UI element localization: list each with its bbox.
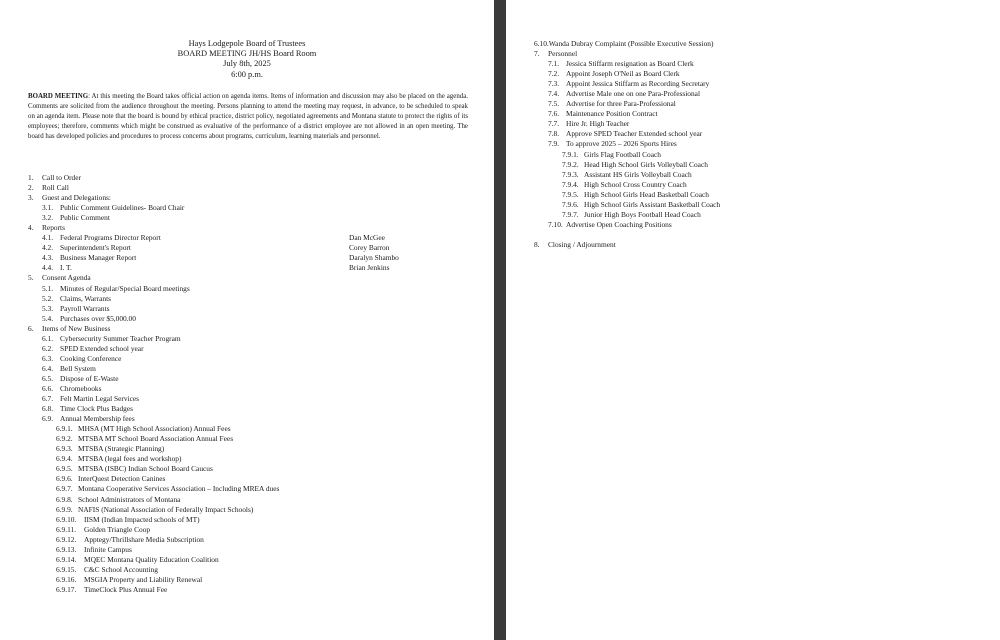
intro-text: : At this meeting the Board takes official action on agenda items. Items of information and discussion may also be placed on the agenda. Comments are solicited from the audience throughout the meeting. Persons planning to attend the meeting may request, in advance, to be scheduled to speak on an agenda item. Please note that the board is bound by ethical practice, district policy, negotiated agreements and Montana statute to protect the rights of its employees; therefore, comments which might be construed as evaluative of the performance of a district employee are not allowed in an open meeting. The board has developed policies and procedures to process concerns about programs, curriculum, learning materials and personnel. xyxy=(28,93,468,140)
agenda-item-number: 7.9.6. xyxy=(562,199,579,209)
agenda-item-text: IISM (Indian Impacted schools of MT) xyxy=(84,514,200,524)
agenda-item-number: 8. xyxy=(534,239,540,249)
reporter-name: Corey Barron xyxy=(349,243,390,253)
page-divider xyxy=(494,0,506,640)
agenda-item-number: 6.9.10. xyxy=(56,514,77,524)
agenda-item xyxy=(28,535,468,545)
agenda-item xyxy=(28,203,468,213)
agenda-item-text: TimeClock Plus Annual Fee xyxy=(84,584,168,594)
agenda-item-text: School Administrators of Montana xyxy=(78,494,181,504)
agenda-item xyxy=(28,444,468,454)
agenda-item-text: Superintendent's Report xyxy=(60,243,131,253)
agenda-item-text: Girls Flag Football Coach xyxy=(584,149,661,159)
agenda-item-text: Approve SPED Teacher Extended school year xyxy=(566,129,703,139)
agenda-item-text: Head High School Girls Volleyball Coach xyxy=(584,159,708,169)
agenda-item xyxy=(534,119,974,129)
agenda-item-number: 6.9.2. xyxy=(56,434,73,444)
agenda-item xyxy=(534,139,974,149)
agenda-item-text: Time Clock Plus Badges xyxy=(60,404,134,414)
agenda-item-number: 4.3. xyxy=(42,253,54,263)
agenda-item-text: Consent Agenda xyxy=(42,273,91,283)
agenda-list-right xyxy=(534,39,974,250)
agenda-item-text: Maintenance Position Contract xyxy=(566,109,658,119)
agenda-item-text: Call to Order xyxy=(42,173,81,182)
agenda-item-number: 6.1. xyxy=(42,333,54,343)
agenda-item xyxy=(28,243,468,253)
agenda-item xyxy=(534,89,974,99)
agenda-item-number: 6.6. xyxy=(42,383,54,393)
reporter-name: Brian Jenkins xyxy=(349,263,390,273)
agenda-item-text: MSGIA Property and Liability Renewal xyxy=(84,574,203,584)
agenda-item-number: 7.9.3. xyxy=(562,169,579,179)
document-page-2 xyxy=(506,0,1000,640)
agenda-item xyxy=(28,474,468,484)
agenda-item xyxy=(28,223,468,233)
agenda-item-number: 2. xyxy=(28,183,34,193)
agenda-item-number: 7.3. xyxy=(548,79,560,89)
agenda-item-number: 7.8. xyxy=(548,129,560,139)
agenda-item-number: 5. xyxy=(28,273,34,283)
agenda-item-text: Golden Triangle Coop xyxy=(84,524,151,534)
agenda-item xyxy=(28,294,468,304)
agenda-item-number: 6.9.11. xyxy=(56,524,77,534)
agenda-item-text: To approve 2025 – 2026 Sports Hires xyxy=(566,139,677,149)
agenda-item-text: Annual Membership fees xyxy=(60,414,135,424)
agenda-item-number: 7.1. xyxy=(548,59,560,69)
agenda-item-text: SPED Extended school year xyxy=(60,343,144,353)
agenda-item xyxy=(28,233,468,243)
agenda-item-text: Hire Jr. High Teacher xyxy=(566,119,630,129)
agenda-item-text: Personnel xyxy=(548,49,578,59)
agenda-header xyxy=(0,39,494,80)
agenda-item-number: 7.9.2. xyxy=(562,159,579,169)
agenda-item-text: High School Girls Assistant Basketball Coach xyxy=(584,199,721,209)
agenda-item-number: 6.8. xyxy=(42,404,54,414)
agenda-item xyxy=(28,424,468,434)
agenda-item-text: Public Comment Guidelines- Board Chair xyxy=(60,203,185,213)
agenda-item-number: 6.9.17. xyxy=(56,584,77,594)
agenda-item-number: 6.9.14. xyxy=(56,554,77,564)
agenda-item xyxy=(28,585,468,595)
agenda-item-number: 7.5. xyxy=(548,99,560,109)
agenda-item xyxy=(28,334,468,344)
agenda-item-text: C&C School Accounting xyxy=(84,564,158,574)
agenda-item xyxy=(534,230,974,240)
agenda-item-text: Wanda Dubray Complaint (Possible Executive Session) xyxy=(548,39,714,48)
agenda-item-text: Advertise for three Para-Professional xyxy=(566,99,676,109)
agenda-item-number: 6.5. xyxy=(42,373,54,383)
agenda-item-number: 6.9.5. xyxy=(56,464,73,474)
agenda-item-number: 5.3. xyxy=(42,303,54,313)
agenda-item-number: 5.2. xyxy=(42,293,54,303)
agenda-item-number: 3.1. xyxy=(42,203,54,213)
agenda-item-number: 6.9.7. xyxy=(56,484,73,494)
agenda-item xyxy=(28,304,468,314)
agenda-item-text: Claims, Warrants xyxy=(60,293,111,303)
agenda-item-number: 6.9.16. xyxy=(56,574,77,584)
agenda-item-number: 6.9.8. xyxy=(56,494,73,504)
agenda-item-number: 7.10. xyxy=(548,219,563,229)
agenda-item xyxy=(28,454,468,464)
agenda-item-text: Dispose of E-Waste xyxy=(60,373,119,383)
agenda-item-text: Purchases over $5,000.00 xyxy=(60,313,136,323)
agenda-item xyxy=(534,160,974,170)
agenda-item-text: Business Manager Report xyxy=(60,253,137,263)
agenda-item-number: 7.6. xyxy=(548,109,560,119)
agenda-item xyxy=(28,273,468,283)
agenda-item xyxy=(534,69,974,79)
reporter-name: Dan McGee xyxy=(349,233,385,243)
agenda-item-number: 7.9.4. xyxy=(562,179,579,189)
agenda-item xyxy=(28,193,468,203)
agenda-item xyxy=(534,49,974,59)
agenda-item xyxy=(28,183,468,193)
agenda-item-text: Cooking Conference xyxy=(60,353,122,363)
agenda-item-number: 7. xyxy=(534,49,540,59)
agenda-item-text: MTSBA (ISBC) Indian School Board Caucus xyxy=(78,464,213,474)
agenda-item-text: MHSA (MT High School Association) Annual Fees xyxy=(78,424,231,434)
agenda-item-number: 6. xyxy=(28,323,34,333)
agenda-item xyxy=(28,384,468,394)
agenda-item-text: MQEC Montana Quality Education Coalition xyxy=(84,554,219,564)
agenda-item xyxy=(534,170,974,180)
agenda-item-text: InterQuest Detection Canines xyxy=(78,474,166,484)
document-page-1 xyxy=(0,0,494,640)
agenda-item-number: 6.9.3. xyxy=(56,444,73,454)
agenda-item xyxy=(28,364,468,374)
agenda-item xyxy=(534,180,974,190)
agenda-item xyxy=(28,575,468,585)
agenda-item xyxy=(28,263,468,273)
reporter-name: Daralyn Shambo xyxy=(349,253,399,263)
agenda-item-text: Reports xyxy=(42,223,65,233)
intro-lead: BOARD MEETING xyxy=(28,93,89,100)
agenda-item-number: 6.9.6. xyxy=(56,474,73,484)
agenda-item-number: 3.2. xyxy=(42,213,54,223)
meeting-date: July 8th, 2025 xyxy=(223,59,271,69)
agenda-item xyxy=(28,495,468,505)
agenda-item-text: Felt Martin Legal Services xyxy=(60,394,140,404)
agenda-item xyxy=(534,39,974,49)
agenda-item-text: Public Comment xyxy=(60,213,110,223)
agenda-item-number: 6.7. xyxy=(42,394,54,404)
agenda-item xyxy=(28,324,468,334)
agenda-item-number: 6.3. xyxy=(42,353,54,363)
agenda-item-text: Advertise Open Coaching Positions xyxy=(566,219,672,229)
agenda-list-left xyxy=(28,173,468,595)
agenda-item xyxy=(534,59,974,69)
agenda-item-text: Appoint Jessica Stiffarm as Recording Secretary xyxy=(566,79,710,89)
agenda-item-number: 6.9.12. xyxy=(56,534,77,544)
agenda-item-number: 3. xyxy=(28,193,34,203)
agenda-item-text: Infinite Campus xyxy=(84,544,132,554)
agenda-item-number: 4.2. xyxy=(42,243,54,253)
agenda-item-text: Minutes of Regular/Special Board meetings xyxy=(60,283,190,293)
agenda-item-text: MTSBA (legal fees and workshop) xyxy=(78,454,182,464)
agenda-item-number: 7.9.5. xyxy=(562,189,579,199)
agenda-item xyxy=(28,344,468,354)
agenda-item xyxy=(28,284,468,294)
agenda-item-text: High School Cross Country Coach xyxy=(584,179,687,189)
agenda-item-text: Cybersecurity Summer Teacher Program xyxy=(60,333,181,343)
agenda-item-text: Junior High Boys Football Head Coach xyxy=(584,209,701,219)
agenda-item-number: 4.4. xyxy=(42,263,54,273)
agenda-item xyxy=(28,484,468,494)
agenda-item-number: 5.1. xyxy=(42,283,54,293)
agenda-item-text: I. T. xyxy=(60,263,72,273)
agenda-item xyxy=(28,173,468,183)
agenda-item xyxy=(534,240,974,250)
agenda-item xyxy=(28,394,468,404)
agenda-item-text: Assistant HS Girls Volleyball Coach xyxy=(584,169,692,179)
agenda-item-text: Chromebooks xyxy=(60,383,102,393)
agenda-item-number: 6.9. xyxy=(42,414,54,424)
agenda-item xyxy=(28,253,468,263)
intro-paragraph xyxy=(28,92,468,142)
agenda-item-text: Montana Cooperative Services Association – Including MREA dues xyxy=(78,484,280,494)
agenda-item xyxy=(28,404,468,414)
agenda-item xyxy=(534,129,974,139)
agenda-item-number: 4. xyxy=(28,223,34,233)
agenda-item xyxy=(534,210,974,220)
agenda-item xyxy=(28,515,468,525)
agenda-item-number: 4.1. xyxy=(42,233,54,243)
agenda-item xyxy=(28,525,468,535)
agenda-item-number: 6.2. xyxy=(42,343,54,353)
meeting-location: BOARD MEETING JH/HS Board Room xyxy=(177,49,317,59)
agenda-item-number: 7.2. xyxy=(548,69,560,79)
agenda-item-text: Jessica Stiffarm resignation as Board Clerk xyxy=(566,59,694,69)
agenda-item-number: 7.7. xyxy=(548,119,560,129)
board-name: Hays Lodgepole Board of Trustees xyxy=(188,39,306,48)
agenda-item-text: NAFIS (National Association of Federally Impact Schools) xyxy=(78,504,254,514)
agenda-item-number: 6.4. xyxy=(42,363,54,373)
agenda-item xyxy=(534,220,974,230)
agenda-item-text: MTSBA (Strategic Planning) xyxy=(78,444,165,454)
agenda-item-text: Roll Call xyxy=(42,183,69,193)
agenda-item-text: Federal Programs Director Report xyxy=(60,233,161,243)
agenda-item-number: 7.9. xyxy=(548,139,560,149)
agenda-item-text: Payroll Warrants xyxy=(60,303,110,313)
agenda-item-number: 7.9.7. xyxy=(562,209,579,219)
agenda-item xyxy=(534,200,974,210)
agenda-item-text: MTSBA MT School Board Association Annual Fees xyxy=(78,434,234,444)
agenda-item-text: Advertise Male one on one Para-Professional xyxy=(566,89,701,99)
agenda-item xyxy=(28,505,468,515)
agenda-item xyxy=(28,464,468,474)
agenda-item xyxy=(28,434,468,444)
agenda-item-number: 6.9.4. xyxy=(56,454,73,464)
agenda-item xyxy=(28,213,468,223)
agenda-item xyxy=(28,374,468,384)
agenda-item-text: Closing / Adjournment xyxy=(548,239,616,249)
agenda-item-number: 7.9.1. xyxy=(562,149,579,159)
agenda-item-text: Items of New Business xyxy=(42,323,111,333)
agenda-item-number: 6.9.13. xyxy=(56,544,77,554)
agenda-item xyxy=(534,99,974,109)
agenda-item xyxy=(28,354,468,364)
agenda-item xyxy=(28,555,468,565)
agenda-item-number: 6.9.1. xyxy=(56,424,73,434)
agenda-item-number: 5.4. xyxy=(42,313,54,323)
agenda-item-text: Apptegy/Thrillshare Media Subscription xyxy=(84,534,204,544)
agenda-item xyxy=(534,79,974,89)
agenda-item-text: Appoint Joseph O'Neil as Board Clerk xyxy=(566,69,680,79)
agenda-item xyxy=(534,109,974,119)
agenda-item-number: 6.9.9. xyxy=(56,504,73,514)
agenda-item xyxy=(534,150,974,160)
agenda-item-number: 6.9.15. xyxy=(56,564,77,574)
agenda-item-number: 6.10. xyxy=(534,39,549,48)
agenda-item-number: 7.4. xyxy=(548,89,560,99)
agenda-item xyxy=(28,414,468,424)
agenda-item-text: Bell System xyxy=(60,363,96,373)
meeting-time: 6:00 p.m. xyxy=(231,69,263,79)
agenda-item xyxy=(28,545,468,555)
agenda-item-number: 1. xyxy=(28,173,34,182)
agenda-item-text: Guest and Delegations: xyxy=(42,193,111,203)
agenda-item xyxy=(28,565,468,575)
agenda-item xyxy=(28,314,468,324)
agenda-item xyxy=(534,190,974,200)
agenda-item-text: High School Girls Head Basketball Coach xyxy=(584,189,710,199)
